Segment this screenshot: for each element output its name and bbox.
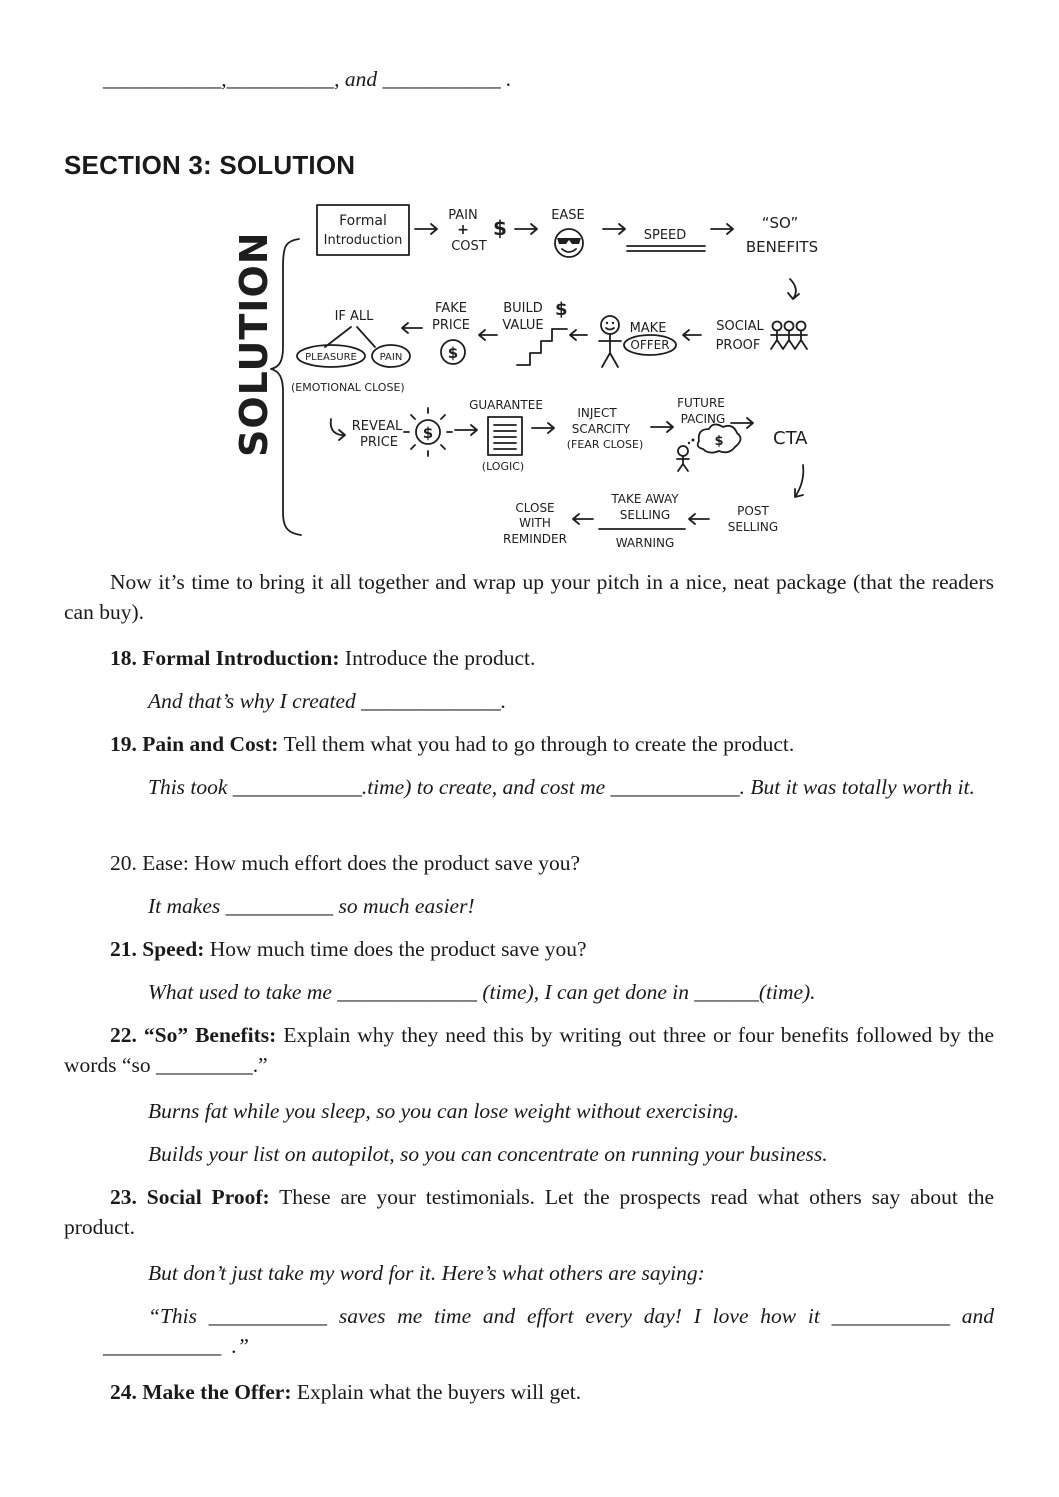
reveal-line1: REVEAL bbox=[351, 419, 403, 434]
intro-paragraph: Now it’s time to bring it all together and wrap up your pitch in a nice, neat package (that the readers can buy). bbox=[64, 570, 994, 624]
make-line1: MAKE bbox=[629, 321, 667, 336]
close-line2: WITH bbox=[519, 516, 551, 530]
blank-2: __________ bbox=[226, 67, 335, 91]
future-line1: FUTURE bbox=[677, 396, 725, 410]
item-21-example: What used to take me _____________ (time), I can get done in ______(time). bbox=[148, 980, 816, 1004]
item-22-label: 22. “So” Benefits: bbox=[110, 1023, 277, 1047]
pain-line2: COST bbox=[451, 239, 487, 254]
and-word: , and bbox=[334, 67, 378, 91]
people-group-icon bbox=[771, 322, 807, 350]
if-all-label: IF ALL bbox=[334, 309, 374, 324]
blank-3: ___________ bbox=[382, 67, 501, 91]
sun-dollar-icon bbox=[404, 408, 452, 456]
comma: , bbox=[221, 67, 227, 91]
dollar-sign: $ bbox=[493, 216, 507, 240]
arrow-right-icon bbox=[455, 425, 477, 435]
item-21-label: 21. Speed: bbox=[110, 937, 205, 961]
takeaway-line2: SELLING bbox=[619, 508, 671, 522]
item-22-example-2: Builds your list on autopilot, so you can concentrate on running your business. bbox=[148, 1142, 828, 1166]
pleasure-label: PLEASURE bbox=[305, 352, 357, 363]
solution-diagram bbox=[225, 197, 835, 557]
build-line2: VALUE bbox=[502, 318, 544, 333]
item-19 bbox=[110, 729, 794, 759]
arrow-left-icon bbox=[402, 323, 422, 333]
item-18-example: And that’s why I created _____________. bbox=[148, 689, 507, 713]
item-22-example-1: Burns fat while you sleep, so you can lose weight without exercising. bbox=[148, 1099, 739, 1123]
staircase-icon bbox=[517, 329, 567, 365]
logic-label: (LOGIC) bbox=[481, 460, 525, 473]
item-20-example: It makes __________ so much easier! bbox=[148, 894, 475, 918]
ease-label: EASE bbox=[551, 208, 585, 223]
dreaming-figure-icon bbox=[677, 424, 741, 471]
arrow-right-icon bbox=[711, 224, 733, 234]
cta-label: CTA bbox=[773, 428, 808, 449]
item-18-text: Introduce the product. bbox=[339, 646, 536, 670]
item-24-label: 24. Make the Offer: bbox=[110, 1380, 292, 1404]
close-line1: CLOSE bbox=[515, 501, 555, 515]
pain-line1: PAIN bbox=[448, 208, 478, 223]
arrow-right-icon bbox=[515, 224, 537, 234]
document-icon bbox=[488, 417, 522, 455]
item-23-label: 23. Social Proof: bbox=[110, 1185, 270, 1209]
arrow-down-icon bbox=[788, 279, 799, 299]
formal-intro-line1: Formal bbox=[339, 213, 387, 229]
end-period: . bbox=[500, 67, 512, 91]
item-23-example-1: But don’t just take my word for it. Here’s what others are saying: bbox=[148, 1261, 705, 1285]
speed-label: SPEED bbox=[643, 228, 687, 243]
warning-label: WARNING bbox=[615, 536, 675, 550]
arrow-left-icon bbox=[689, 514, 709, 524]
item-21 bbox=[110, 934, 587, 964]
build-line1: BUILD bbox=[503, 301, 543, 316]
post-line2: SELLING bbox=[727, 520, 779, 534]
item-23-example-2: “This ___________ saves me time and effort every day! I love how it ___________ and ___________ .” bbox=[103, 1304, 994, 1358]
item-22-text: Explain why they need this by writing out three or four benefits followed by the words “so _________.” bbox=[64, 1023, 995, 1077]
make-line2: OFFER bbox=[630, 338, 670, 352]
blank-1: ___________ bbox=[103, 67, 222, 91]
pain-oval-label: PAIN bbox=[379, 352, 403, 363]
inject-line3: (FEAR CLOSE) bbox=[566, 438, 644, 451]
speed-lines bbox=[627, 246, 705, 251]
svg-text:$: $ bbox=[447, 344, 459, 362]
sunglasses-face-icon bbox=[555, 229, 583, 257]
future-line2: PACING bbox=[680, 412, 726, 426]
dollar-coin-icon bbox=[441, 340, 465, 364]
svg-text:$: $ bbox=[714, 434, 724, 449]
inject-line2: SCARCITY bbox=[571, 422, 631, 436]
arrow-right-icon bbox=[731, 418, 753, 428]
post-line1: POST bbox=[737, 504, 769, 518]
reveal-line2: PRICE bbox=[360, 435, 398, 450]
item-22 bbox=[64, 1020, 994, 1080]
social-line2: PROOF bbox=[715, 338, 761, 353]
stick-figure-icon bbox=[599, 316, 621, 367]
formal-intro-line2: Introduction bbox=[323, 233, 403, 248]
arrow-right-icon bbox=[651, 422, 673, 432]
inject-line1: INJECT bbox=[577, 406, 617, 420]
arrow-left-icon bbox=[683, 330, 701, 340]
arrow-right-icon bbox=[415, 224, 437, 234]
item-18-label: 18. Formal Introduction: bbox=[110, 646, 340, 670]
svg-text:$: $ bbox=[422, 424, 434, 442]
fake-line1: FAKE bbox=[435, 301, 467, 316]
arrow-left-icon bbox=[479, 330, 497, 340]
item-19-label: 19. Pain and Cost: bbox=[110, 732, 279, 756]
item-18 bbox=[110, 643, 535, 673]
pain-plus: + bbox=[457, 222, 469, 238]
so-line1: “SO” bbox=[761, 214, 799, 232]
item-24-text: Explain what the buyers will get. bbox=[291, 1380, 582, 1404]
build-dollar: $ bbox=[555, 299, 568, 320]
item-23-text: These are your testimonials. Let the prospects read what others say about the product. bbox=[64, 1185, 994, 1239]
item-19-example: This took ____________.time) to create, and cost me ____________. But it was totally worth it. bbox=[148, 775, 975, 799]
so-line2: BENEFITS bbox=[745, 238, 819, 256]
takeaway-line1: TAKE AWAY bbox=[611, 492, 679, 506]
branch-lines bbox=[325, 327, 375, 347]
diagram-vertical-label: SOLUTION bbox=[232, 231, 276, 457]
arrow-right-icon bbox=[603, 224, 625, 234]
arrow-left-icon bbox=[573, 514, 593, 524]
emotional-close-label: (EMOTIONAL CLOSE) bbox=[291, 381, 405, 394]
item-24 bbox=[110, 1377, 581, 1407]
item-19-text: Tell them what you had to go through to create the product. bbox=[278, 732, 795, 756]
social-line1: SOCIAL bbox=[716, 319, 764, 334]
fake-line2: PRICE bbox=[432, 318, 470, 333]
guarantee-label: GUARANTEE bbox=[469, 398, 543, 412]
arrow-down-icon bbox=[795, 465, 803, 497]
arrow-right-icon bbox=[532, 423, 554, 433]
item-20: 20. Ease: How much effort does the product save you? bbox=[110, 851, 581, 875]
item-21-text: How much time does the product save you? bbox=[204, 937, 587, 961]
arrow-hook-icon bbox=[331, 419, 345, 440]
arrow-left-icon bbox=[570, 330, 587, 340]
item-23 bbox=[64, 1182, 994, 1242]
top-fill-line bbox=[103, 64, 512, 94]
section-title: SECTION 3: SOLUTION bbox=[64, 150, 356, 180]
close-line3: REMINDER bbox=[503, 532, 567, 546]
